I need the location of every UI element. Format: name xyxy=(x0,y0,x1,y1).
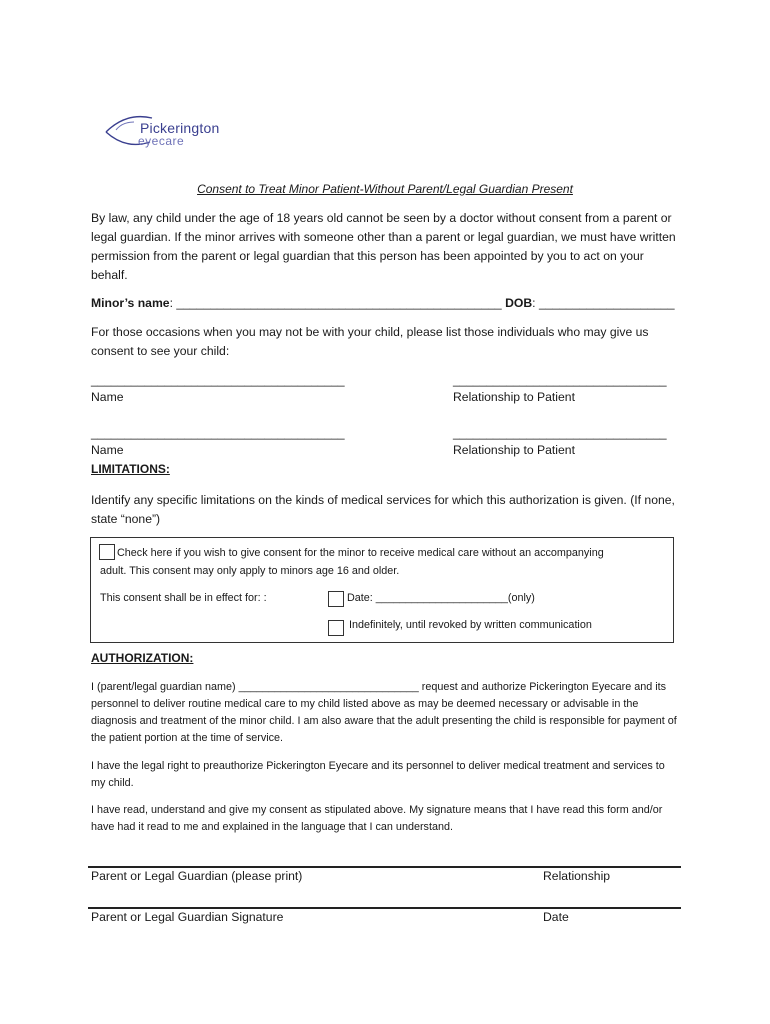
contact-2-relationship-label: Relationship to Patient xyxy=(453,443,575,457)
date-label: Date xyxy=(543,910,569,924)
limitations-paragraph: Identify any specific limitations on the kinds of medical services for which this authorization is given. (If none, state “none”) xyxy=(91,493,675,526)
logo-name: Pickerington xyxy=(140,120,220,136)
relationship-label: Relationship xyxy=(543,869,611,883)
logo-subtitle: eyecare xyxy=(138,134,185,148)
form-title: Consent to Treat Minor Patient-Without Parent/Legal Guardian Present xyxy=(197,182,573,196)
authorization-heading: AUTHORIZATION: xyxy=(91,651,194,665)
date-option-label: Date: ______________________(only) xyxy=(347,592,535,604)
consent-check-text: Check here if you wish to give consent for the minor to receive medical care without an accompanying xyxy=(117,547,604,559)
print-name-label: Parent or Legal Guardian (please print) xyxy=(91,869,303,883)
consent-checkbox[interactable] xyxy=(99,544,115,560)
minor-name-field[interactable]: : ________________________________________________ xyxy=(169,296,502,310)
authorization-paragraph-1: I (parent/legal guardian name) ______________________________ request and authorize Pickerington Eyecare and its personnel to deliver routine medical care to my child listed above as may be deemed necessary or advisable in the diagnosis and treatment of the minor child. I am also aware that the adult presenting the child is responsible for payment of the patient portion at the time of service. xyxy=(91,681,677,744)
contact-2-relationship-field[interactable]: ________________________________ xyxy=(453,426,667,440)
contact-1-name-field[interactable]: ______________________________________ xyxy=(91,373,345,387)
signature-line[interactable] xyxy=(88,907,681,909)
signature-label: Parent or Legal Guardian Signature xyxy=(91,910,284,924)
authorization-paragraph-3: I have read, understand and give my consent as stipulated above. My signature means that I have read this form and/or have had it read to me and explained in the language that I can understand. xyxy=(91,804,663,833)
contact-2-name-label: Name xyxy=(91,443,124,457)
minor-name-row xyxy=(91,294,681,313)
authorization-paragraph-2: I have the legal right to preauthorize Pickerington Eyecare and its personnel to deliver medical treatment and services to my child. xyxy=(91,760,665,789)
effect-label: This consent shall be in effect for: : xyxy=(100,592,267,604)
company-logo xyxy=(104,110,234,152)
contact-2-name-field[interactable]: ______________________________________ xyxy=(91,426,345,440)
date-option-checkbox[interactable] xyxy=(328,591,344,607)
indefinite-option-label: Indefinitely, until revoked by written communication xyxy=(349,619,592,631)
dob-field[interactable]: : ____________________ xyxy=(532,296,675,310)
occasions-paragraph: For those occasions when you may not be with your child, please list those individuals who may give us consent to see your child: xyxy=(91,325,649,358)
indefinite-option-checkbox[interactable] xyxy=(328,620,344,636)
contact-1-relationship-field[interactable]: ________________________________ xyxy=(453,373,667,387)
contact-1-name-label: Name xyxy=(91,390,124,404)
minor-name-label: Minor’s name xyxy=(91,296,170,310)
contact-1-relationship-label: Relationship to Patient xyxy=(453,390,575,404)
limitations-heading: LIMITATIONS: xyxy=(91,462,170,476)
intro-paragraph: By law, any child under the age of 18 years old cannot be seen by a doctor without consent from a parent or legal guardian. If the minor arrives with someone other than a parent or legal guardian, we must have written permission from the parent or legal guardian that this person has been appointed by you to act on your behalf. xyxy=(91,211,676,282)
print-name-line[interactable] xyxy=(88,866,681,868)
dob-label: DOB xyxy=(505,296,533,310)
consent-check-text-2: adult. This consent may only apply to minors age 16 and older. xyxy=(100,565,400,577)
